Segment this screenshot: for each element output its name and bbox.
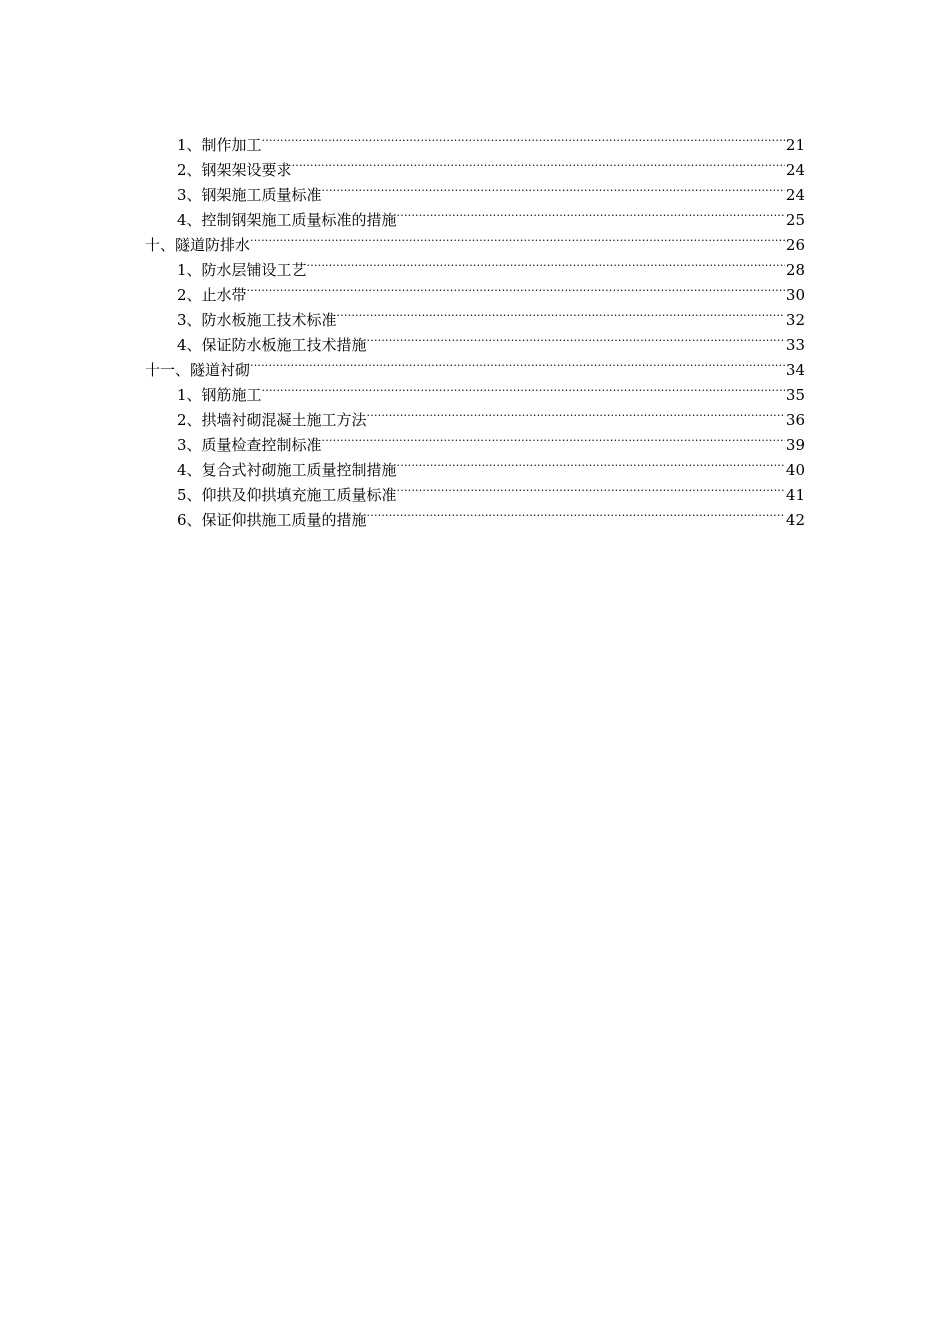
- toc-dot-leader: [250, 350, 785, 375]
- toc-entry-page: 28: [785, 261, 805, 279]
- toc-entry-page: 42: [785, 511, 805, 529]
- toc-entry-title: 3、防水板施工技术标准: [177, 311, 337, 329]
- toc-dot-leader: [367, 500, 785, 525]
- toc-dot-leader: [397, 200, 785, 225]
- toc-entry-page: 33: [785, 336, 805, 354]
- toc-entry[interactable]: [145, 125, 805, 154]
- toc-entry-page: 40: [785, 461, 805, 479]
- toc-dot-leader: [262, 125, 785, 150]
- toc-entry-title: 十一、隧道衬砌: [145, 361, 251, 379]
- toc-dot-leader: [367, 325, 785, 350]
- toc-entry-page: 34: [785, 361, 805, 379]
- toc-entry-title: 4、控制钢架施工质量标准的措施: [177, 211, 397, 229]
- toc-entry-title: 4、复合式衬砌施工质量控制措施: [177, 461, 397, 479]
- toc-entry-page: 35: [785, 386, 805, 404]
- toc-entry-title: 2、止水带: [177, 286, 247, 304]
- toc-dot-leader: [262, 375, 785, 400]
- toc-entry-title: 3、质量检查控制标准: [177, 436, 322, 454]
- toc-dot-leader: [367, 400, 785, 425]
- toc-entry-page: 24: [785, 186, 805, 204]
- toc-dot-leader: [247, 275, 785, 300]
- toc-entry-title: 3、钢架施工质量标准: [177, 186, 322, 204]
- toc-entry-title: 1、防水层铺设工艺: [177, 261, 307, 279]
- toc-entry-title: 1、制作加工: [177, 136, 262, 154]
- toc-entry-page: 30: [785, 286, 805, 304]
- toc-entry-page: 25: [785, 211, 805, 229]
- toc-entry-title: 4、保证防水板施工技术措施: [177, 336, 367, 354]
- toc-entry-title: 6、保证仰拱施工质量的措施: [177, 511, 367, 529]
- toc-entry-title: 5、仰拱及仰拱填充施工质量标准: [177, 486, 397, 504]
- toc-entry-page: 32: [785, 311, 805, 329]
- toc-dot-leader: [397, 450, 785, 475]
- toc-dot-leader: [322, 175, 785, 200]
- toc-entry-title: 2、钢架架设要求: [177, 161, 292, 179]
- toc-entry-page: 41: [785, 486, 805, 504]
- toc-entry-page: 24: [785, 161, 805, 179]
- toc-dot-leader: [250, 225, 785, 250]
- toc-dot-leader: [337, 300, 785, 325]
- toc-entry-page: 26: [785, 236, 805, 254]
- toc-entry-title: 2、拱墙衬砌混凝土施工方法: [177, 411, 367, 429]
- toc-dot-leader: [322, 425, 785, 450]
- toc-entry-title: 1、钢筋施工: [177, 386, 262, 404]
- toc-dot-leader: [307, 250, 785, 275]
- toc-dot-leader: [397, 475, 785, 500]
- toc-entry-title: 十、隧道防排水: [145, 236, 251, 254]
- toc-entry-page: 21: [785, 136, 805, 154]
- toc-entry-page: 39: [785, 436, 805, 454]
- toc-entry-page: 36: [785, 411, 805, 429]
- table-of-contents: [145, 125, 805, 529]
- toc-dot-leader: [292, 150, 785, 175]
